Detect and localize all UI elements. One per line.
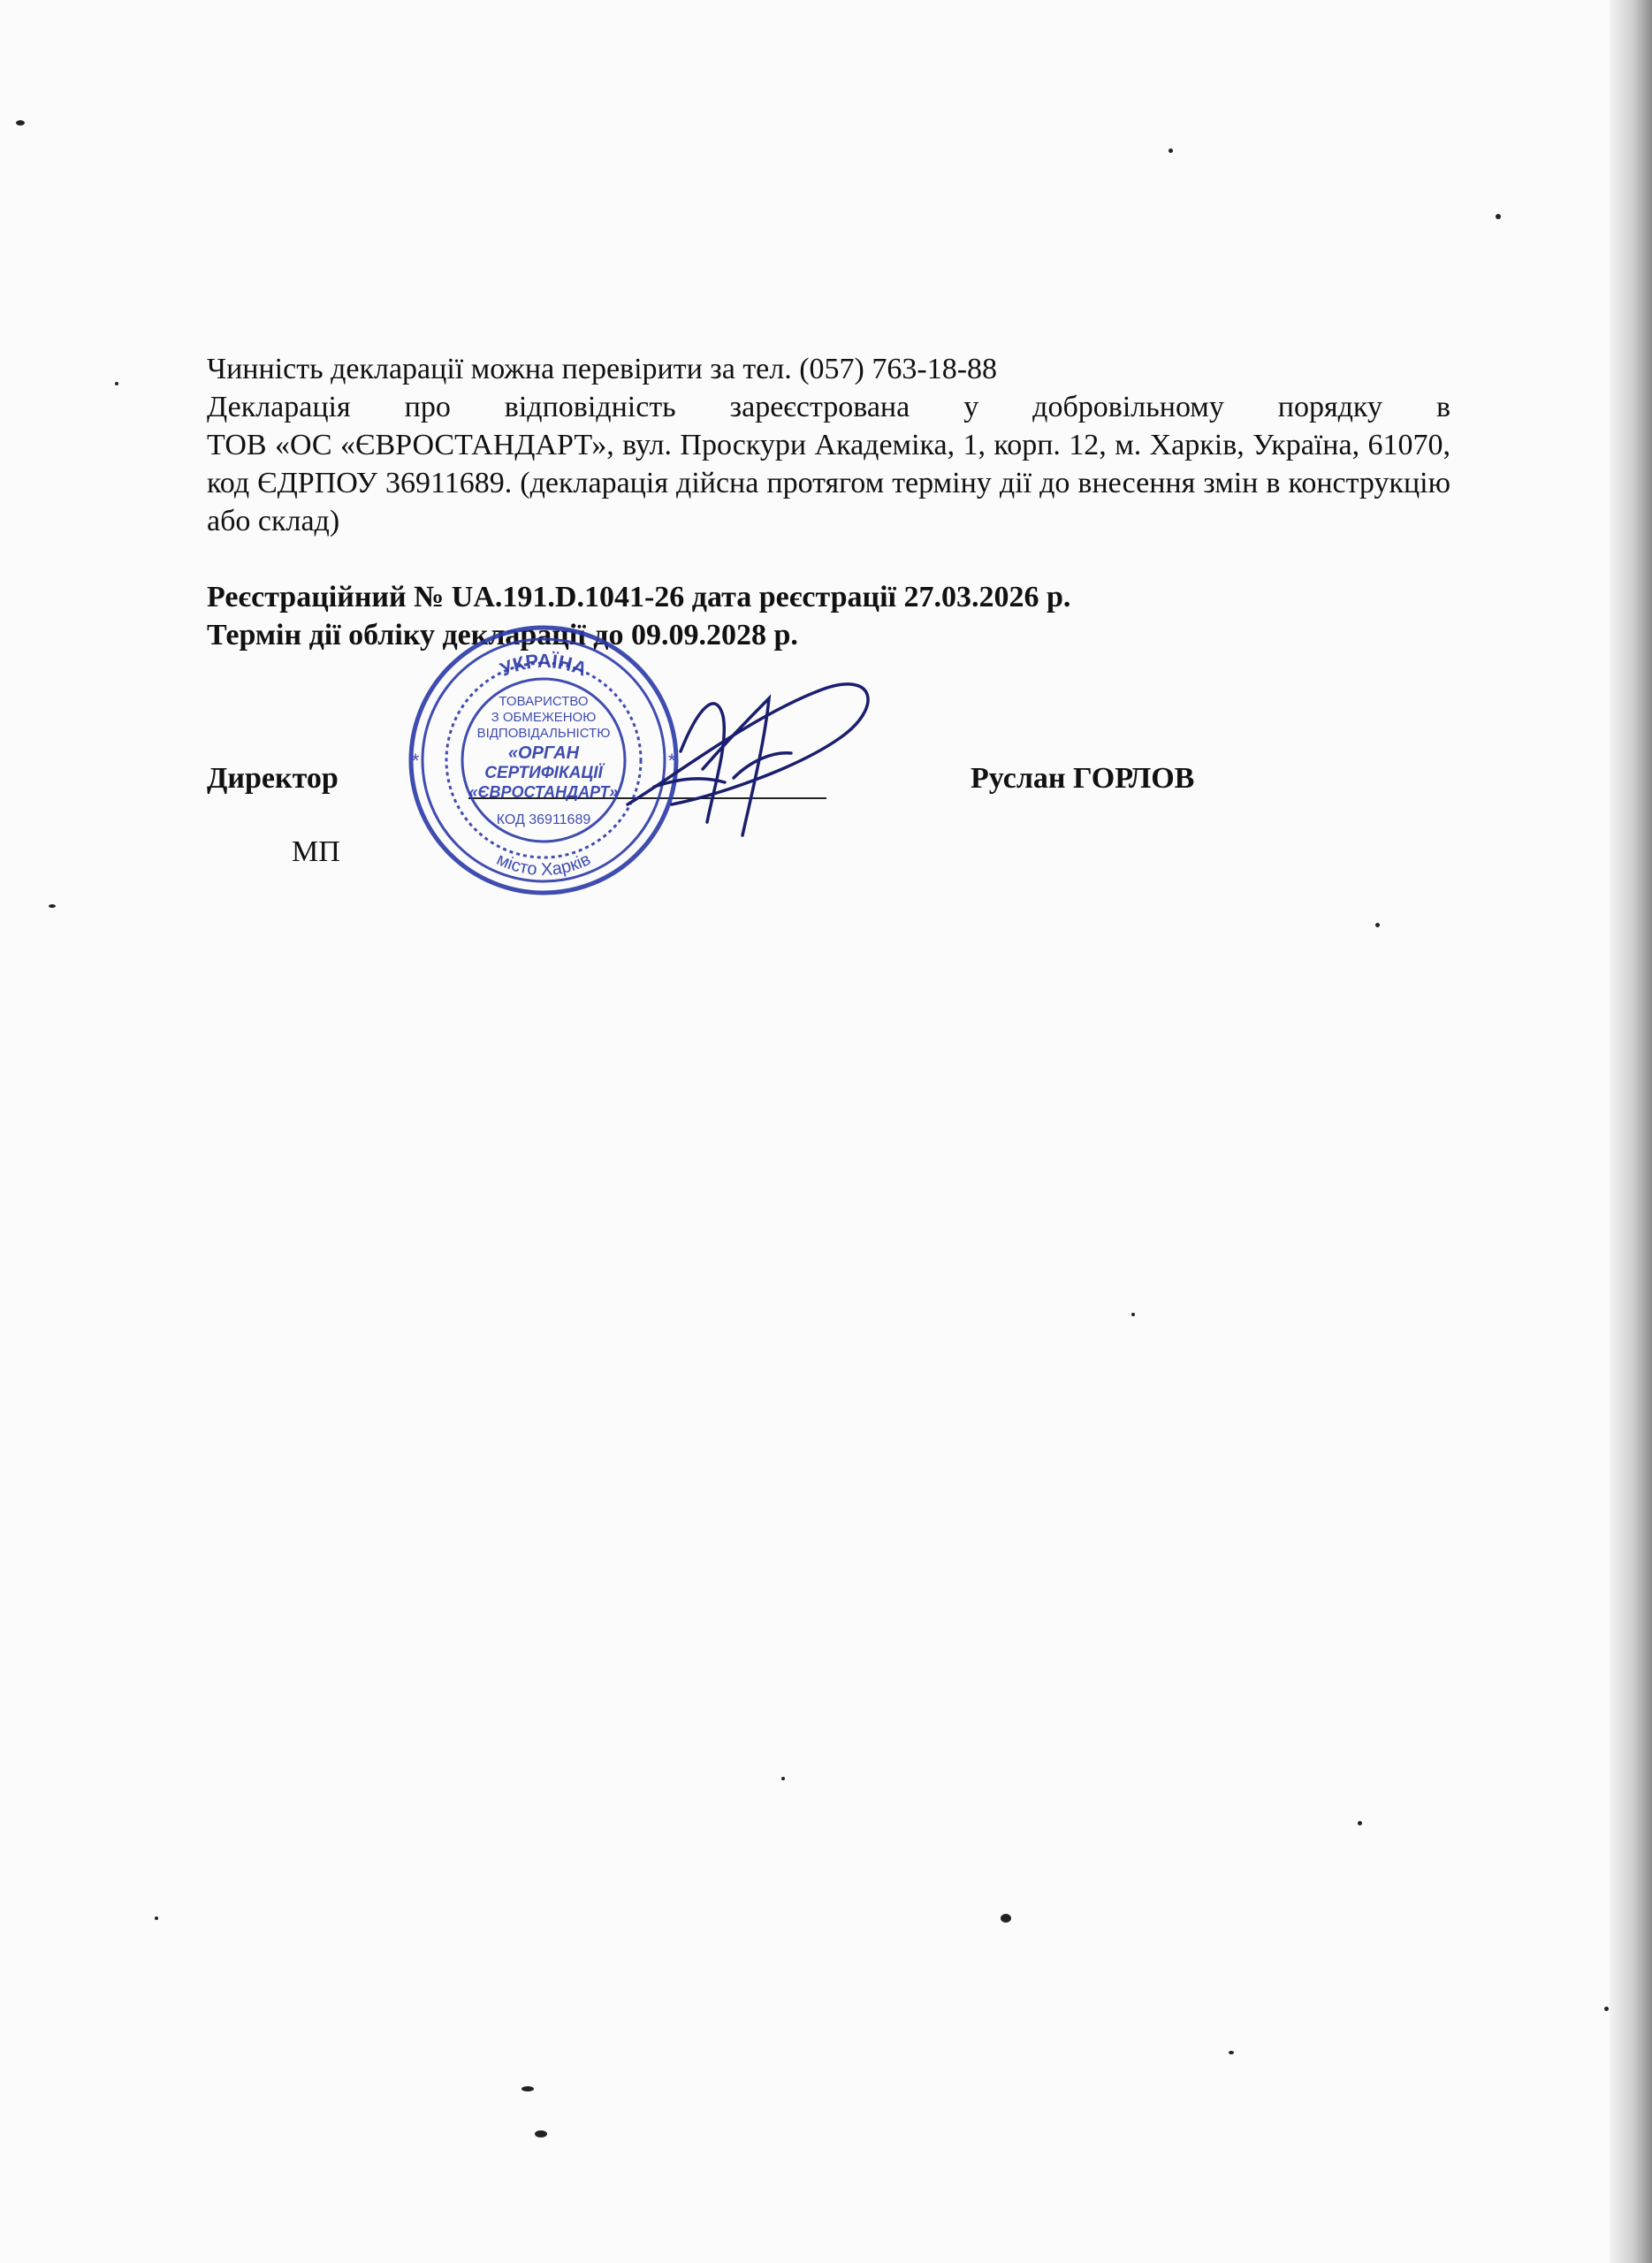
stamp-code: КОД 36911689 bbox=[496, 812, 591, 827]
scan-speck bbox=[1375, 923, 1380, 927]
scan-speck bbox=[1001, 1914, 1011, 1923]
phone-check-line: Чинність декларації можна перевірити за тел. (057) 763-18-88 bbox=[207, 353, 998, 385]
scan-speck bbox=[16, 120, 25, 126]
validity-term: Термін дії обліку декларації до 09.09.2028 р. bbox=[207, 619, 798, 651]
svg-text:*: * bbox=[411, 750, 420, 772]
scan-speck bbox=[155, 1916, 158, 1920]
stamp-line-4: «ОРГАН bbox=[507, 743, 580, 763]
stamp-line-5: СЕРТИФІКАЦІЇ bbox=[484, 764, 603, 782]
declaration-text bbox=[207, 350, 1450, 654]
scan-speck bbox=[781, 1777, 785, 1780]
stamp-line-3: ВІДПОВІДАЛЬНІСТЮ bbox=[476, 726, 611, 741]
stamp-city: місто Харків bbox=[493, 850, 594, 880]
stamp-line-2: З ОБМЕЖЕНОЮ bbox=[491, 710, 597, 725]
scan-speck bbox=[535, 2130, 547, 2137]
registration-paragraph bbox=[207, 388, 1450, 540]
registration-paragraph-rest: ТОВ «ОС «ЄВРОСТАНДАРТ», вул. Проскури Академіка, 1, корп. 12, м. Харків, Україна, 61070, код ЄДРПОУ 36911689. (декларація дійсна протягом терміну дії до внесення змін в конструкцію або склад) bbox=[207, 429, 1450, 537]
svg-text:*: * bbox=[667, 750, 676, 772]
scan-speck bbox=[1358, 1821, 1362, 1825]
director-signature bbox=[619, 654, 884, 857]
registration-paragraph-first-line: Декларація про відповідність зареєстрована у добровільному порядку в bbox=[207, 391, 1450, 423]
seal-place-label: МП bbox=[292, 835, 340, 868]
scan-speck bbox=[1131, 1313, 1135, 1316]
scan-speck bbox=[1604, 2007, 1609, 2011]
page-edge-shadow bbox=[1610, 0, 1652, 2263]
signer-name: Руслан ГОРЛОВ bbox=[971, 762, 1195, 795]
svg-text:УКРАЇНА bbox=[497, 650, 590, 681]
stamp-line-1: ТОВАРИСТВО bbox=[499, 694, 589, 709]
scan-speck bbox=[1496, 214, 1501, 219]
scan-speck bbox=[1229, 2051, 1234, 2054]
scan-speck bbox=[1169, 149, 1173, 153]
scan-speck bbox=[521, 2086, 534, 2092]
registration-number: Реєстраційний № UA.191.D.1041-26 дата реєстрації 27.03.2026 р. bbox=[207, 581, 1071, 613]
scan-speck bbox=[115, 382, 118, 385]
signer-position: Директор bbox=[207, 762, 339, 795]
scan-speck bbox=[49, 904, 56, 908]
stamp-line-6: «ЄВРОСТАНДАРТ» bbox=[468, 783, 619, 801]
stamp-country: УКРАЇНА bbox=[497, 649, 590, 681]
